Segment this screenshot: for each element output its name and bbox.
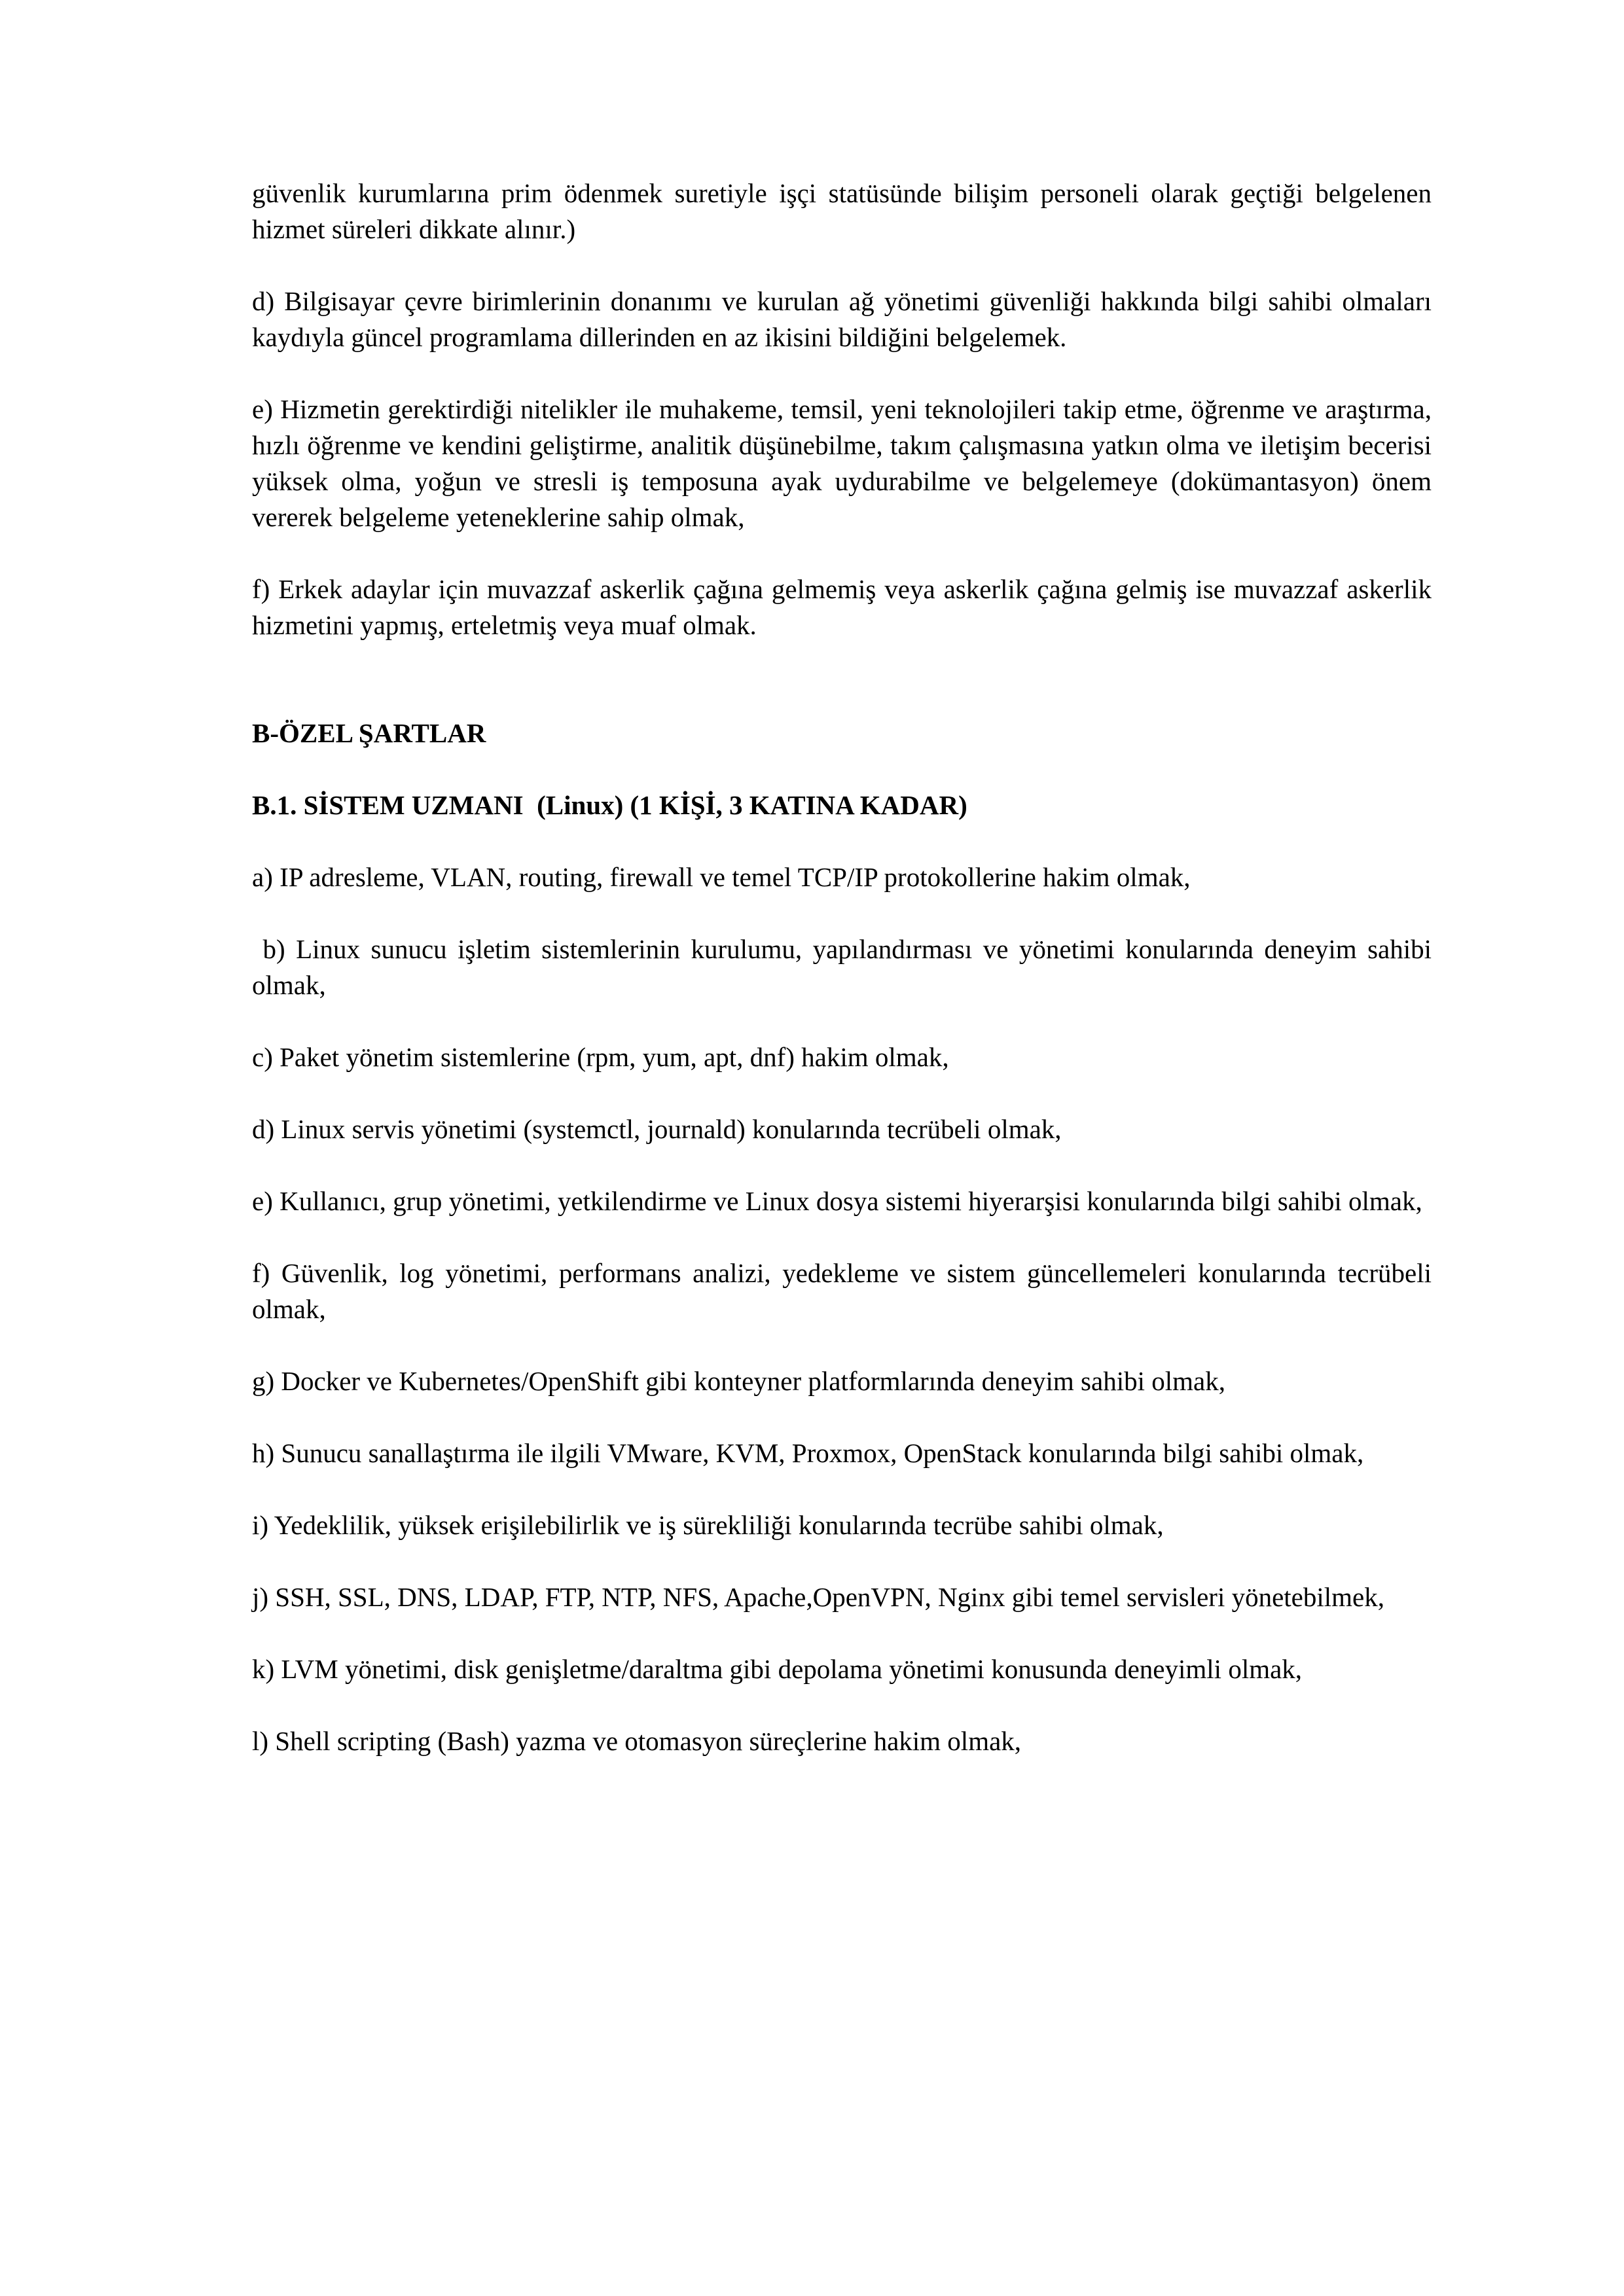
paragraph-item-i-linux: i) Yedeklilik, yüksek erişilebilirlik ve iş sürekliliği konularında tecrübe sahibi olmak, bbox=[252, 1510, 1164, 1540]
paragraph-item-j-linux: j) SSH, SSL, DNS, LDAP, FTP, NTP, NFS, Apache,OpenVPN, Nginx gibi temel servisleri yönetebilmek, bbox=[252, 1582, 1384, 1612]
document-body bbox=[252, 175, 1439, 1795]
paragraph-item-e-general: e) Hizmetin gerektirdiği nitelikler ile muhakeme, temsil, yeni teknolojileri takip etme, öğrenme ve araştırma, hızlı öğrenme ve kendini geliştirme, analitik düşünebilme, takım çalışmasına yatkın olma ve iletişim becerisi yüksek olma, yoğun ve stresli iş temposuna ayak uydurabilme ve belgelemeye (dokümantasyon) önem vererek belgeleme yeteneklerine sahip olmak, bbox=[252, 394, 1439, 532]
paragraph-item-d-general: d) Bilgisayar çevre birimlerinin donanımı ve kurulan ağ yönetimi güvenliği hakkında bilgi sahibi olmaları kaydıyla güncel programlama dillerinden en az ikisini bildiğini belgelemek. bbox=[252, 286, 1439, 352]
paragraph-continued-c: güvenlik kurumlarına prim ödenmek suretiyle işçi statüsünde bilişim personeli olarak geçtiği belgelenen hizmet süreleri dikkate alınır.) bbox=[252, 178, 1439, 244]
paragraph-item-e-linux: e) Kullanıcı, grup yönetimi, yetkilendirme ve Linux dosya sistemi hiyerarşisi konularında bilgi sahibi olmak, bbox=[252, 1186, 1422, 1216]
paragraph-item-f-general: f) Erkek adaylar için muvazzaf askerlik çağına gelmemiş veya askerlik çağına gelmiş ise muvazzaf askerlik hizmetini yapmış, erteletmiş veya muaf olmak. bbox=[252, 574, 1439, 640]
section-spacer bbox=[252, 679, 1432, 715]
paragraph-item-g-linux: g) Docker ve Kubernetes/OpenShift gibi konteyner platformlarında deneyim sahibi olmak, bbox=[252, 1366, 1225, 1396]
subsection-heading-sistem-uzmani-linux: B.1. SİSTEM UZMANI (Linux) (1 KİŞİ, 3 KATINA KADAR) bbox=[252, 790, 967, 820]
paragraph-item-c-linux: c) Paket yönetim sistemlerine (rpm, yum, apt, dnf) hakim olmak, bbox=[252, 1042, 949, 1072]
paragraph-item-d-linux: d) Linux servis yönetimi (systemctl, journald) konularında tecrübeli olmak, bbox=[252, 1114, 1062, 1144]
paragraph-item-k-linux: k) LVM yönetimi, disk genişletme/daraltma gibi depolama yönetimi konusunda deneyimli olmak, bbox=[252, 1654, 1303, 1684]
section-heading-ozel-sartlar: B-ÖZEL ŞARTLAR bbox=[252, 718, 486, 748]
paragraph-item-a-linux: a) IP adresleme, VLAN, routing, firewall ve temel TCP/IP protokollerine hakim olmak, bbox=[252, 862, 1191, 892]
paragraph-item-l-linux: l) Shell scripting (Bash) yazma ve otomasyon süreçlerine hakim olmak, bbox=[252, 1726, 1022, 1756]
paragraph-item-f-linux: f) Güvenlik, log yönetimi, performans analizi, yedekleme ve sistem güncellemeleri konularında tecrübeli olmak, bbox=[252, 1258, 1439, 1324]
paragraph-item-b-linux: b) Linux sunucu işletim sistemlerinin kurulumu, yapılandırması ve yönetimi konularında deneyim sahibi olmak, bbox=[252, 934, 1439, 1000]
paragraph-item-h-linux: h) Sunucu sanallaştırma ile ilgili VMware, KVM, Proxmox, OpenStack konularında bilgi sahibi olmak, bbox=[252, 1438, 1364, 1468]
